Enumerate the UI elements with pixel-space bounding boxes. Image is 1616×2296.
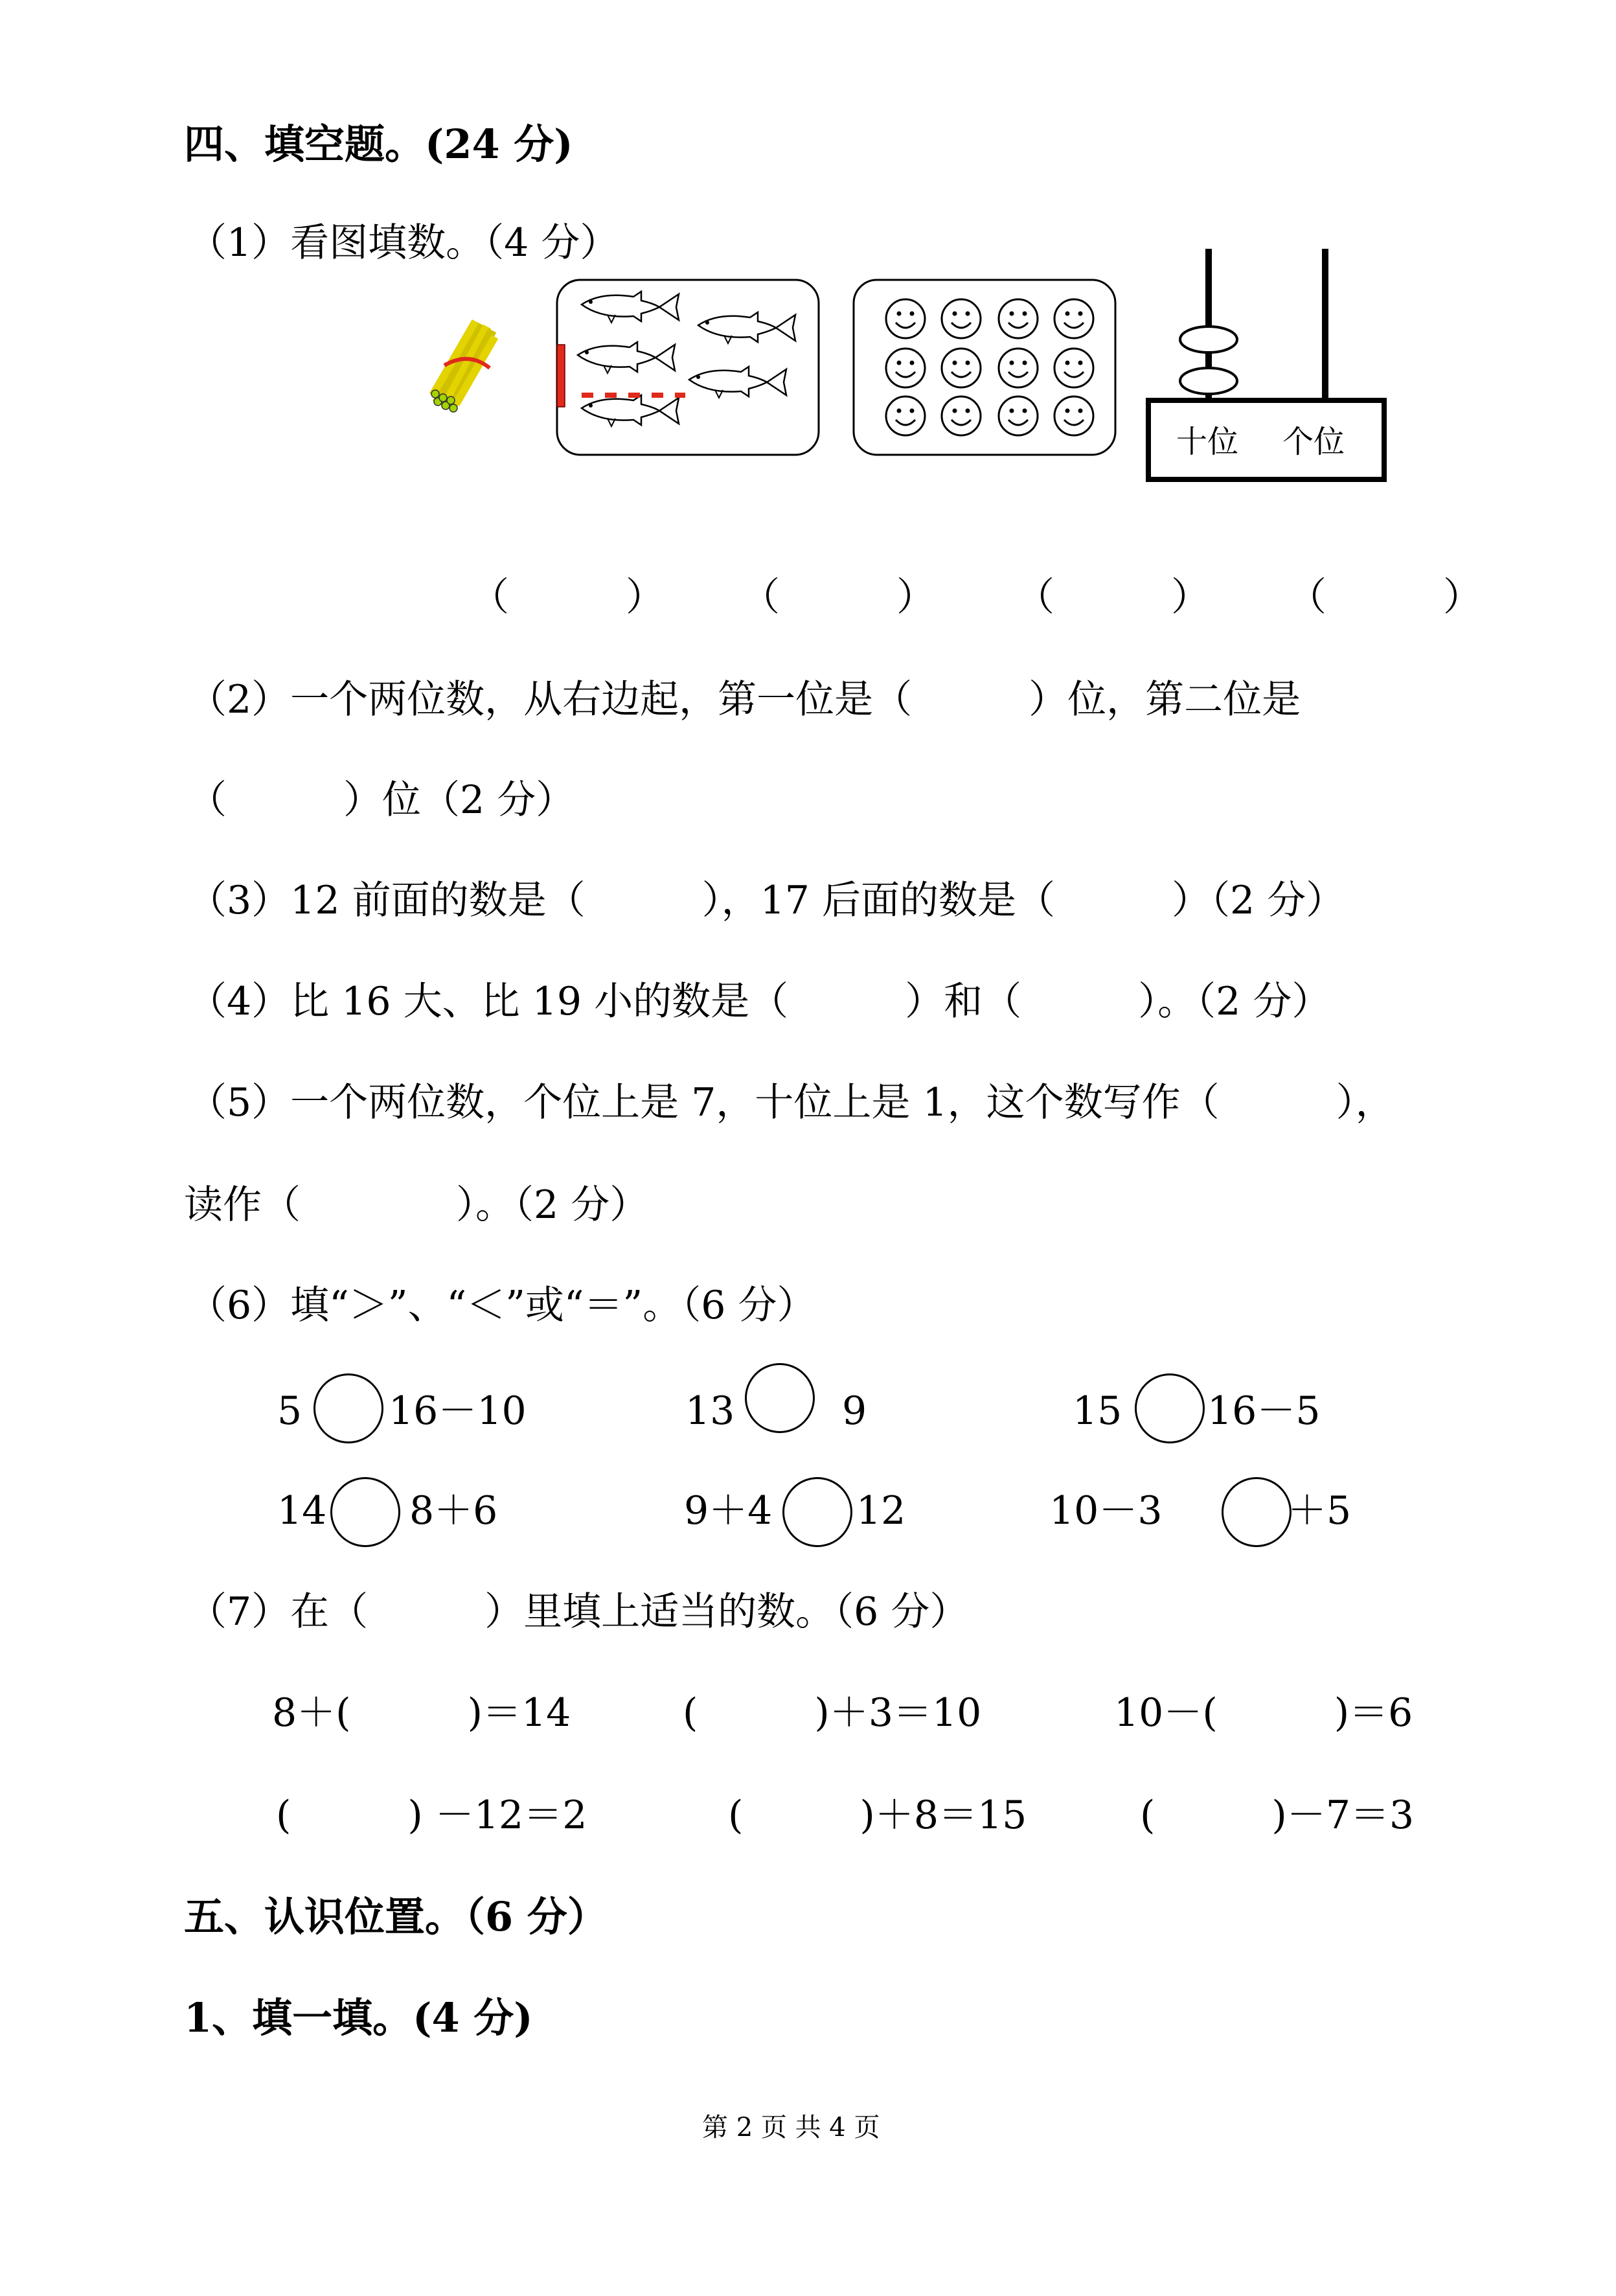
section5-sub1: 1、填一填。(4 分): [184, 1994, 533, 2041]
q2-line1: （2）一个两位数，从右边起，第一位是（ ）位，第二位是: [188, 677, 1301, 722]
q7-eq3: 10－( )＝6: [1114, 1690, 1413, 1736]
q6-item2-right: 9: [842, 1388, 867, 1434]
q6-item1-left: 5: [277, 1388, 302, 1434]
q7-eq4: ( ) －12＝2: [276, 1793, 587, 1838]
q7-eq5: ( )＋8＝15: [728, 1793, 1027, 1838]
q1-label: （1）看图填数。（4 分）: [188, 220, 619, 266]
q6-item5-right: 12: [856, 1488, 906, 1533]
q6-item5-circle[interactable]: [782, 1477, 852, 1547]
q7-eq6: ( )－7＝3: [1140, 1793, 1415, 1838]
q6-item6-circle[interactable]: [1222, 1477, 1292, 1547]
q6-item3-left: 15: [1073, 1388, 1122, 1434]
q7-eq2: ( )＋3＝10: [683, 1690, 982, 1736]
q7-label: （7）在（ ）里填上适当的数。（6 分）: [188, 1589, 969, 1635]
q1-answer-4[interactable]: （ ）: [1288, 575, 1482, 620]
q6-label: （6）填“＞”、“＜”或“＝”。（6 分）: [188, 1283, 816, 1328]
q1-answer-3[interactable]: （ ）: [1016, 575, 1210, 620]
q1-answer-2[interactable]: （ ）: [741, 575, 935, 620]
q6-item1-right: 16－10: [389, 1388, 527, 1434]
q6-item3-right: 16－5: [1207, 1388, 1321, 1434]
q2-line2: （ ）位（2 分）: [188, 777, 575, 823]
q6-item4-left: 14: [277, 1488, 327, 1533]
stick-bundle-image: [430, 319, 501, 416]
q6-item3-circle[interactable]: [1135, 1373, 1205, 1443]
q4-text: （4）比 16 大、比 19 小的数是（ ）和（ ）。（2 分）: [188, 979, 1331, 1024]
q7-eq1: 8＋( )＝14: [272, 1690, 571, 1736]
q6-item1-circle[interactable]: [313, 1373, 383, 1443]
q1-answer-1[interactable]: （ ）: [470, 575, 665, 620]
q6-item6-left: 10－3: [1049, 1488, 1163, 1533]
abacus-tens-label: 十位: [1176, 424, 1239, 460]
fish-box-image: [556, 279, 821, 457]
q5-line1: （5）一个两位数，个位上是 7，十位上是 1，这个数写作（ ），: [188, 1080, 1394, 1125]
q6-item2-circle[interactable]: [745, 1363, 815, 1433]
section4-title: 四、填空题。(24 分): [184, 121, 573, 168]
q6-item4-right: 8＋6: [409, 1488, 498, 1533]
q6-item2-left: 13: [685, 1388, 735, 1434]
q6-item4-circle[interactable]: [330, 1477, 400, 1547]
q3-text: （3）12 前面的数是（ ），17 后面的数是（ ）（2 分）: [188, 878, 1345, 923]
q5-line2: 读作（ ）。（2 分）: [184, 1182, 649, 1228]
q6-item5-left: 9＋4: [684, 1488, 773, 1533]
abacus-ones-label: 个位: [1282, 424, 1345, 460]
page-footer: 第 2 页 共 4 页: [702, 2113, 880, 2142]
smiley-box-image: [852, 279, 1118, 457]
section5-title: 五、认识位置。（6 分）: [184, 1893, 608, 1940]
q6-item6-right: ＋5: [1288, 1488, 1352, 1533]
